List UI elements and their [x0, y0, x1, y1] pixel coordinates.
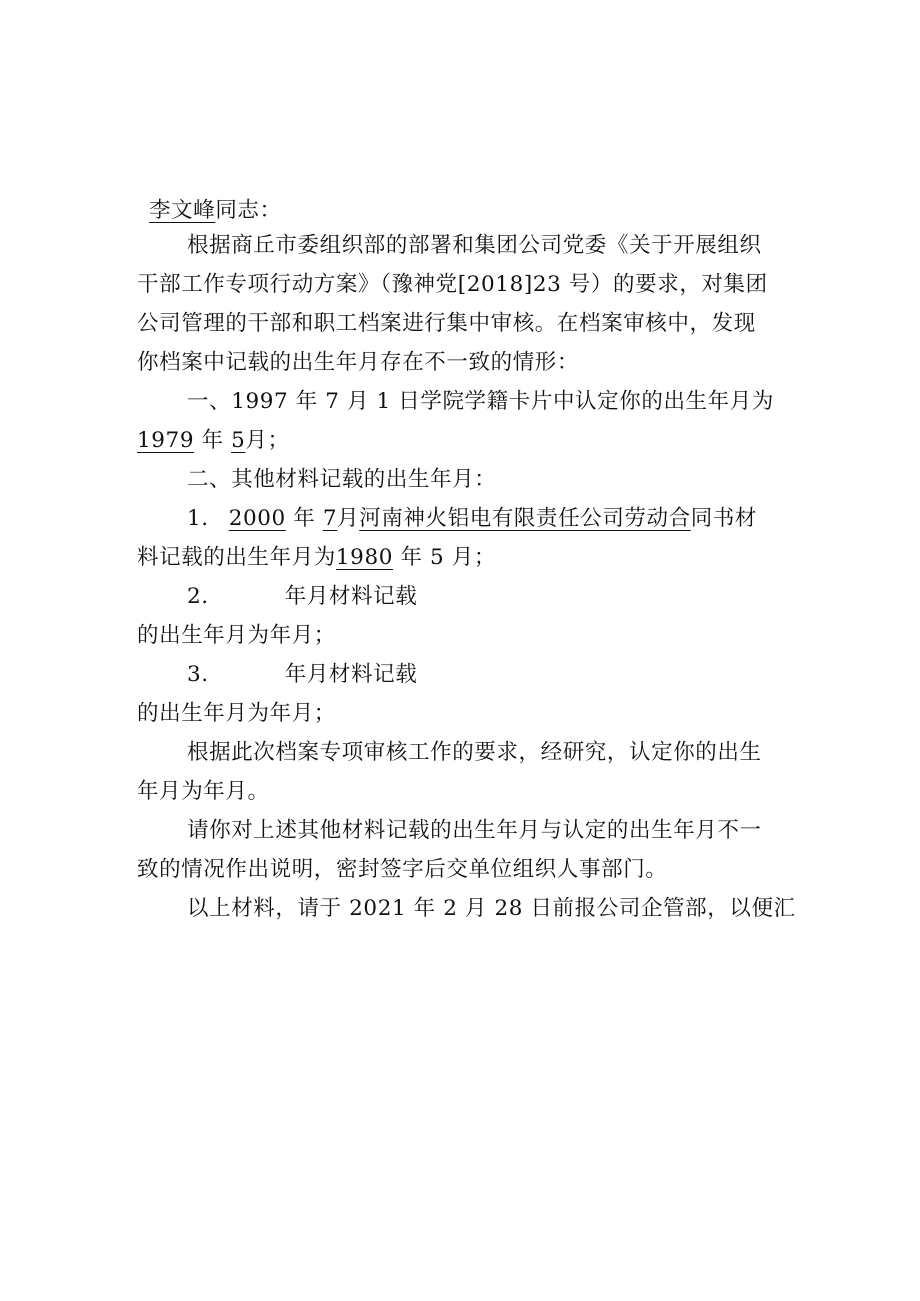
sub1-line-1 — [187, 501, 847, 537]
sub1-number: 1. — [187, 506, 209, 531]
sub2-line-2: 的出生年月为年月； — [137, 623, 336, 648]
sub3-text: 年月材料记载 — [284, 662, 418, 687]
salutation-suffix: 同志： — [215, 198, 282, 223]
sub3-line-1 — [187, 657, 847, 693]
recipient-name: 李文峰 — [149, 198, 216, 223]
conclusion-line-2: 年月为年月。 — [137, 779, 270, 804]
intro-line-3: 公司管理的干部和职工档案进行集中审核。在档案审核中，发现 — [137, 311, 756, 336]
sub1-year-unit: 年 — [293, 506, 316, 531]
sub1-birth-year: 1980 — [335, 545, 394, 570]
request-line-1: 请你对上述其他材料记载的出生年月与认定的出生年月不一 — [187, 818, 762, 843]
salutation-line — [137, 193, 797, 229]
item1-month: 5 — [231, 428, 246, 453]
sub3-number: 3. — [187, 662, 209, 687]
sub1-line2-suffix: 年 5 月； — [400, 545, 496, 570]
item1-line-1: 一、1997 年 7 月 1 日学院学籍卡片中认定你的出生年月为 — [187, 389, 774, 414]
intro-line-4: 你档案中记载的出生年月存在不一致的情形： — [137, 350, 580, 375]
sub1-month: 7 — [322, 506, 338, 531]
sub3-line-2: 的出生年月为年月； — [137, 701, 336, 726]
item1-year: 1979 — [137, 428, 195, 453]
intro-line-1: 根据商丘市委组织部的部署和集团公司党委《关于开展组织 — [187, 233, 762, 258]
sub1-line-2 — [137, 540, 797, 576]
item1-year-unit: 年 — [201, 428, 224, 453]
request-line-2: 致的情况作出说明，密封签字后交单位组织人事部门。 — [137, 857, 668, 882]
intro-line-2: 干部工作专项行动方案》（豫神党[2018]23 号）的要求，对集团 — [137, 272, 768, 297]
sub2-number: 2. — [187, 584, 209, 609]
sub2-text: 年月材料记载 — [284, 584, 418, 609]
item2-heading: 二、其他材料记载的出生年月： — [187, 467, 497, 492]
sub1-year: 2000 — [228, 506, 286, 531]
sub1-month-unit: 月 — [337, 506, 360, 531]
conclusion-line-1: 根据此次档案专项审核工作的要求，经研究，认定你的出生 — [187, 740, 762, 765]
sub1-line2-prefix: 料记载的出生年月为 — [137, 545, 336, 570]
sub1-organization: 河南神火铝电有限责任公司劳动合 — [359, 506, 691, 531]
sub2-line-1 — [187, 579, 847, 615]
deadline-line-1: 以上材料，请于 2021 年 2 月 28 日前报公司企管部，以便汇 — [187, 896, 796, 921]
sub1-tail: 同书材 — [690, 506, 758, 531]
item1-month-unit: 月； — [245, 428, 290, 453]
item1-line-2 — [137, 423, 797, 459]
